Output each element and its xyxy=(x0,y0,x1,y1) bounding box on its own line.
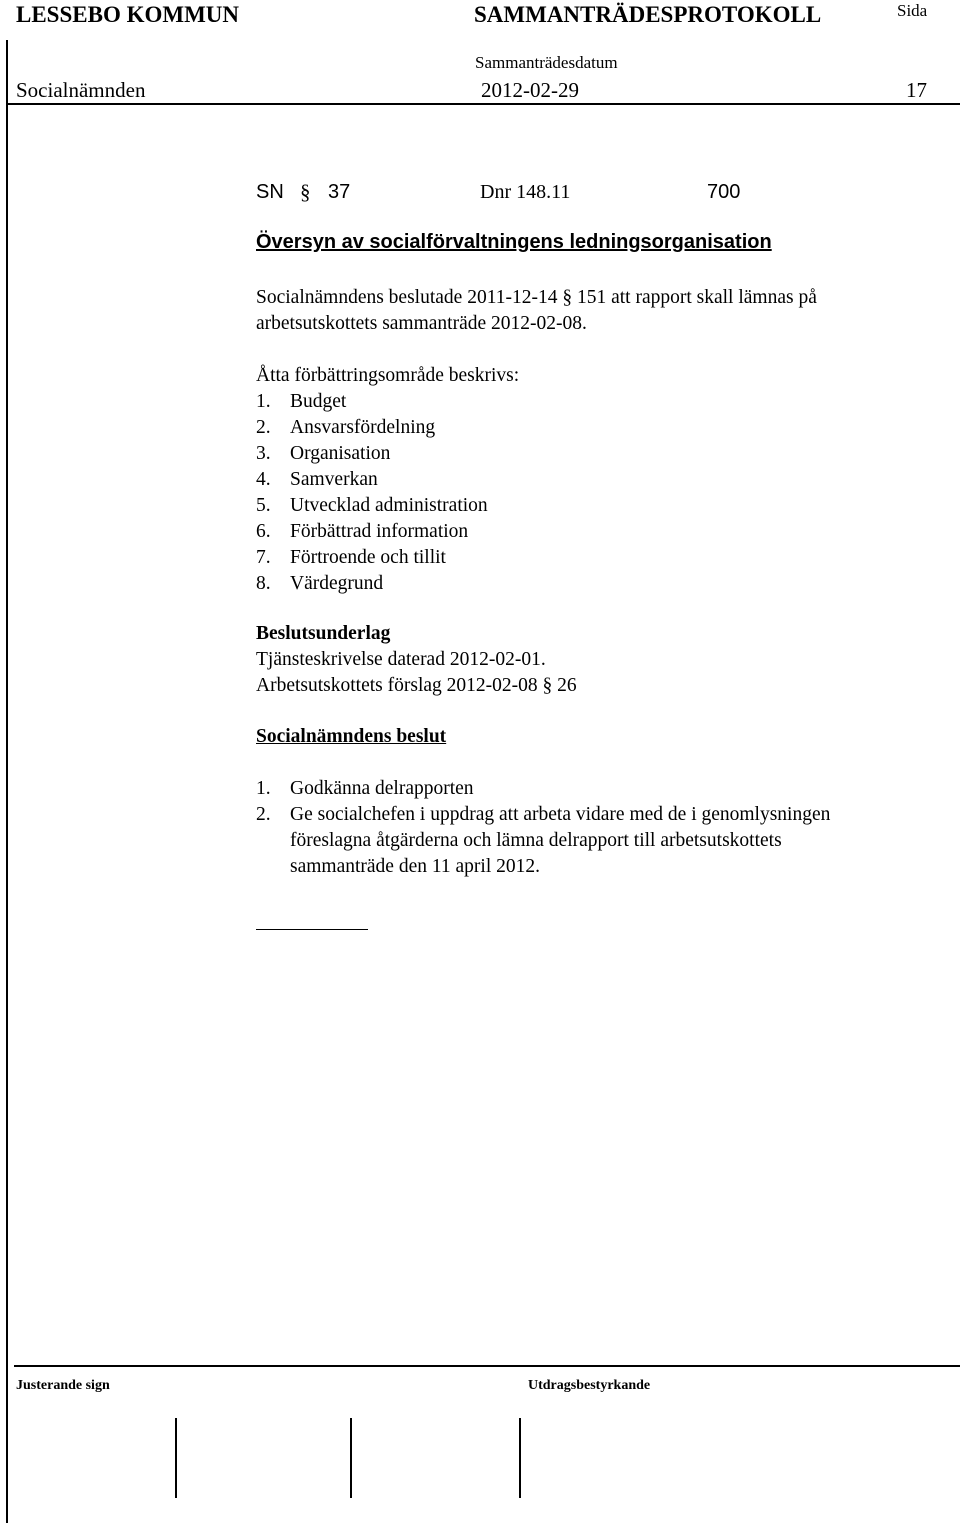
case-number: 700 xyxy=(707,181,741,203)
list-item-text: Värdegrund xyxy=(290,573,384,594)
list-item-text: Utvecklad administration xyxy=(290,495,488,516)
list-item-number: 2. xyxy=(256,804,271,825)
list-item-text: sammanträde den 11 april 2012. xyxy=(290,856,540,877)
list-item-text: Organisation xyxy=(290,443,391,464)
municipality-name: LESSEBO KOMMUN xyxy=(16,2,240,27)
extract-label: Utdragsbestyrkande xyxy=(528,1378,651,1393)
section-number: 37 xyxy=(328,181,351,203)
list-item xyxy=(256,571,488,597)
list-item-text: Förtroende och tillit xyxy=(290,547,446,568)
signature-box-divider xyxy=(350,1418,352,1498)
case-body-code: SN xyxy=(256,181,284,203)
sign-label: Justerande sign xyxy=(16,1378,110,1393)
intro-line-1: Socialnämndens beslutade 2011-12-14 § 151 att rapport skall lämnas på xyxy=(256,287,817,308)
areas-list xyxy=(256,389,488,597)
list-item-text: Samverkan xyxy=(290,469,378,490)
basis-heading: Beslutsunderlag xyxy=(256,623,391,644)
page-label: Sida xyxy=(897,1,928,20)
list-item-number: 3. xyxy=(256,443,271,464)
section-symbol: § xyxy=(300,180,311,204)
list-item-number: 4. xyxy=(256,469,271,490)
list-item-text: Ge socialchefen i uppdrag att arbeta vidare med de i genomlysningen xyxy=(290,804,831,825)
committee-name: Socialnämnden xyxy=(16,78,146,102)
list-item-number: 8. xyxy=(256,573,271,594)
basis-line-2: Arbetsutskottets förslag 2012-02-08 § 26 xyxy=(256,675,577,696)
list-item-number: 7. xyxy=(256,547,271,568)
left-margin-rule xyxy=(6,40,8,1523)
basis-line-1: Tjänsteskrivelse daterad 2012-02-01. xyxy=(256,649,546,670)
list-item xyxy=(256,802,830,880)
header-rule xyxy=(6,103,960,105)
list-item xyxy=(256,519,488,545)
section-end-rule xyxy=(256,929,368,930)
list-item-number: 2. xyxy=(256,417,271,438)
decision-heading: Socialnämndens beslut xyxy=(256,726,447,747)
list-item xyxy=(256,441,488,467)
signature-box-divider xyxy=(519,1418,521,1498)
meeting-date: 2012-02-29 xyxy=(481,78,579,102)
list-item-text: Förbättrad information xyxy=(290,521,469,542)
list-item-text: Budget xyxy=(290,391,347,412)
footer-rule xyxy=(14,1365,960,1367)
list-item-text: Godkänna delrapporten xyxy=(290,778,474,799)
list-item-number: 6. xyxy=(256,521,271,542)
list-item xyxy=(256,415,488,441)
document-type: SAMMANTRÄDESPROTOKOLL xyxy=(474,2,822,27)
list-item-text: föreslagna åtgärderna och lämna delrapport till arbetsutskottets xyxy=(290,830,782,851)
page-number: 17 xyxy=(906,78,927,102)
list-item-text: Ansvarsfördelning xyxy=(290,417,436,438)
intro-line-2: arbetsutskottets sammanträde 2012-02-08. xyxy=(256,313,587,334)
meeting-date-label: Sammanträdesdatum xyxy=(475,53,618,72)
list-item-number: 1. xyxy=(256,778,271,799)
dnr: Dnr 148.11 xyxy=(480,181,571,203)
list-item-number: 1. xyxy=(256,391,271,412)
list-item xyxy=(256,776,830,802)
list-item xyxy=(256,545,488,571)
list-item xyxy=(256,493,488,519)
signature-box-divider xyxy=(175,1418,177,1498)
page-title: Översyn av socialförvaltningens ledningsorganisation xyxy=(256,231,772,253)
decision-list xyxy=(256,776,830,880)
areas-heading: Åtta förbättringsområde beskrivs: xyxy=(256,365,520,386)
list-item xyxy=(256,467,488,493)
list-item-number: 5. xyxy=(256,495,271,516)
list-item xyxy=(256,389,488,415)
